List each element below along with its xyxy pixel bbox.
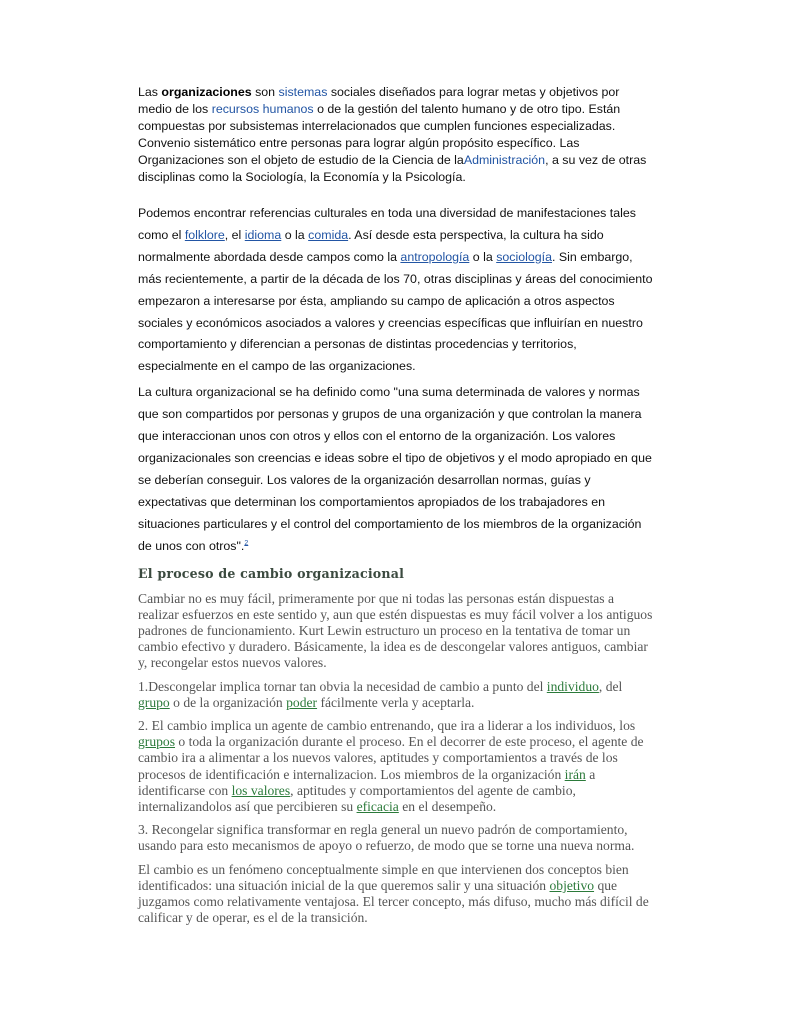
document-page — [138, 84, 656, 926]
paragraph-organizaciones — [138, 84, 656, 186]
section-heading: El proceso de cambio organizacional — [138, 565, 405, 581]
link-sistemas[interactable]: sistemas — [278, 85, 328, 99]
text: o la — [469, 249, 497, 264]
link-administracion[interactable]: Administración — [463, 153, 546, 167]
text: o de la organización — [169, 694, 287, 710]
text: a identificarse con — [138, 766, 596, 798]
text: Podemos encontrar referencias culturales en toda una diversidad de manifestaciones tales como el — [138, 206, 636, 242]
link-grupos[interactable]: grupos — [138, 734, 176, 750]
text: Las — [138, 85, 162, 99]
text: , del — [598, 678, 623, 694]
text: . Sin embargo, más recientemente, a partir de la década de los 70, otras disciplinas y áreas del conocimiento empezaron a interesarse por ésta, ampliando su campo de aplicación a otros aspectos sociales y económicos asociados a valores y creencias específicas que influirían en nuestro comportamiento y diferencian a personas de distintas procedencias y territorios, especialmente en el campo de las organizaciones. — [138, 249, 653, 374]
link-eficacia[interactable]: eficacia — [356, 798, 399, 814]
paragraph-descongelar — [138, 679, 656, 711]
text: fácilmente verla y aceptarla. — [317, 694, 475, 710]
text: sociales diseñados para lograr metas y objetivos por medio de los — [138, 85, 620, 116]
text: El cambio es un fenómeno conceptualmente simple en que intervienen dos conceptos bien identificados: una situación inicial de la que queremos salir y una situación — [138, 861, 629, 893]
link-sociologia[interactable]: sociología — [496, 249, 552, 264]
link-individuo[interactable]: individuo — [546, 678, 599, 694]
link-poder[interactable]: poder — [286, 694, 318, 710]
text: 1.Descongelar implica tornar tan obvia la necesidad de cambio a punto del — [138, 678, 547, 694]
text: son — [251, 85, 279, 99]
text: o la — [281, 227, 309, 242]
link-comida[interactable]: comida — [308, 227, 349, 242]
text: , el — [224, 227, 245, 242]
text: , a su vez de otras disciplinas como la Sociología, la Economía y la Psicología. — [138, 153, 647, 184]
link-iran[interactable]: irán — [564, 766, 586, 782]
link-recursos-humanos[interactable]: recursos humanos — [211, 102, 314, 116]
paragraph-el-cambio-agente — [138, 718, 656, 815]
paragraph-fenomeno — [138, 862, 656, 927]
footnote-ref-link[interactable]: 2 — [244, 539, 249, 547]
link-antropologia[interactable]: antropología — [400, 249, 470, 264]
paragraph-referencias-culturales — [138, 203, 656, 378]
text: o toda la organización durante el proceso. En el decorrer de este proceso, el agente de cambio ira a alimentar a los nuevos valores, aptitudes y comportamientos a través de los procesos de identificación e internalizacion. Los miembros de la organización — [138, 734, 644, 782]
text: . Así desde esta perspectiva, la cultura ha sido normalmente abordada desde campos como la — [138, 227, 604, 264]
link-los-valores[interactable]: los valores — [231, 782, 291, 798]
bold-term-organizaciones: organizaciones — [161, 85, 252, 99]
link-idioma[interactable]: idioma — [244, 227, 282, 242]
text: en el desempeño. — [398, 798, 497, 814]
link-grupo[interactable]: grupo — [138, 694, 170, 710]
link-objetivo[interactable]: objetivo — [549, 877, 595, 893]
text: , aptitudes y comportamientos del agente de cambio, internalizandolos así que percibieren su — [138, 782, 576, 814]
paragraph-cambiar: Cambiar no es muy fácil, primeramente por que ni todas las personas están dispuestas a realizar esfuerzos en este sentido y, aun que estén dispuestas es muy fácil volver a los antiguos padrones de funcionamiento. Kurt Lewin estructuro un proceso en la tentativa de tomar un cambio efectivo y duradero. Básicamente, la idea es de descongelar valores antiguos, cambiar y, recongelar estos nuevos valores. — [138, 590, 653, 671]
paragraph-recongelar: 3. Recongelar significa transformar en regla general un nuevo padrón de comportamiento, usando para esto mecanismos de apoyo o refuerzo, de modo que se torne una nueva norma. — [138, 822, 635, 854]
text: La cultura organizacional se ha definido como "una suma determinada de valores y normas que son compartidos por personas y grupos de una organización y que controlan la manera que interaccionan unos con otros y ellos con el entorno de la organización. Los valores organizacionales son creencias e ideas sobre el tipo de objetivos y el modo apropiado en que se deberían conseguir. Los valores de la organización desarrollan normas, guías y expectativas que determinan los comportamientos apropiados de los trabajadores en situaciones particulares y el control del comportamiento de los miembros de la organización de unos con otros". — [138, 385, 652, 553]
link-folklore[interactable]: folklore — [184, 227, 225, 242]
text: o de la gestión del talento humano y de otro tipo. Están compuestas por subsistemas interrelacionados que cumplen funciones especializadas. Convenio sistemático entre personas para lograr algún propósito específico. Las Organizaciones son el objeto de estudio de la Ciencia de la — [138, 102, 621, 167]
paragraph-cultura-organizacional — [138, 382, 656, 557]
text: 2. El cambio implica un agente de cambio entrenando, que ira a liderar a los individuos, los — [138, 717, 636, 733]
text: que juzgamos como relativamente ventajosa. El tercer concepto, más difuso, mucho más difícil de calificar y de operar, es el de la transición. — [138, 877, 649, 926]
